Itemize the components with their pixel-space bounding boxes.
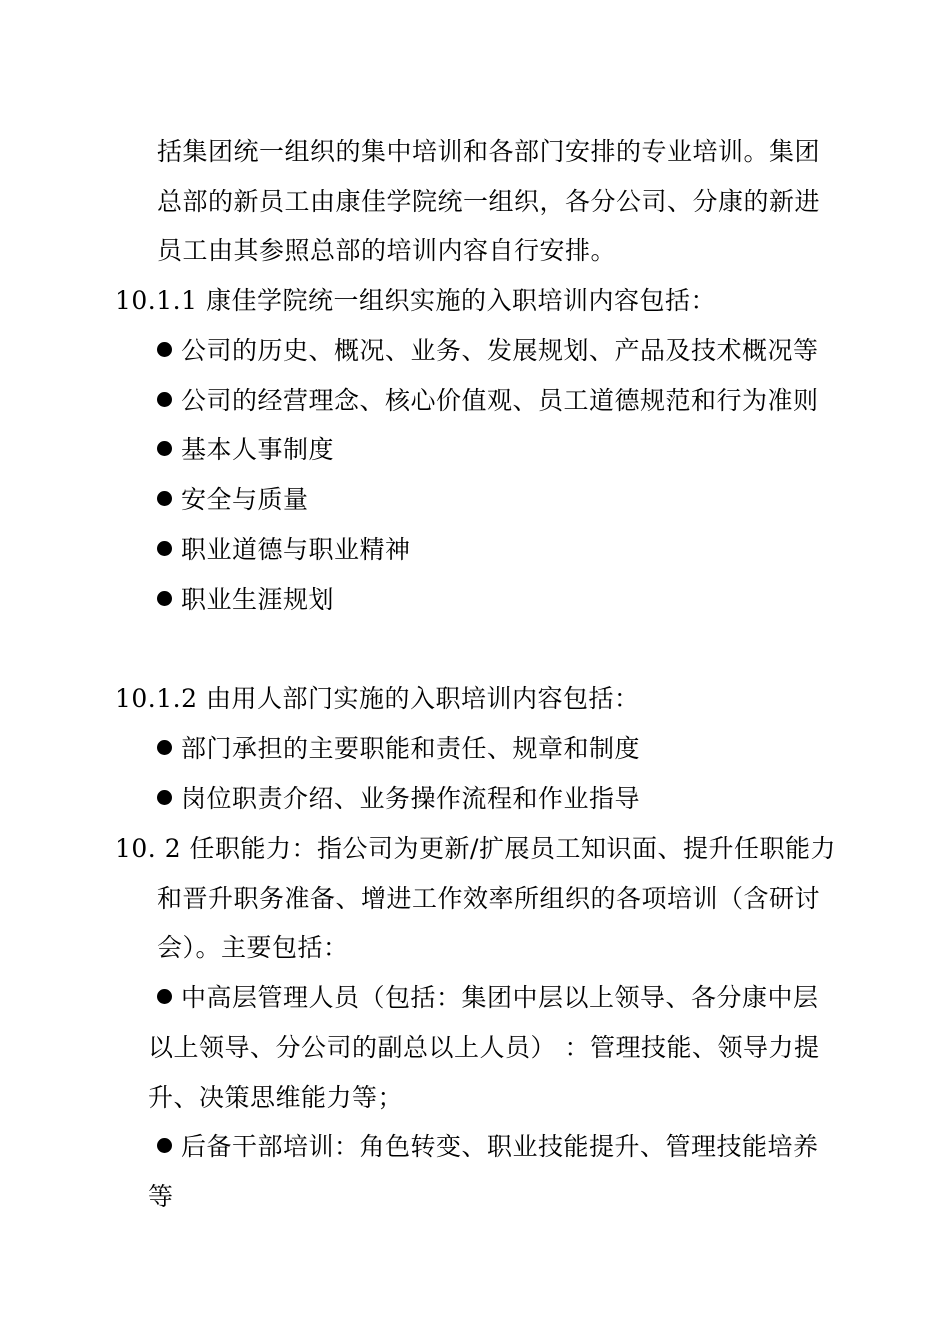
bullet-icon: [157, 491, 172, 506]
list-item: [157, 384, 819, 418]
list-item: [157, 782, 640, 816]
bullet-icon: [157, 441, 172, 456]
bullet-icon: [157, 541, 172, 556]
list-item-text: 公司的历史、概况、业务、发展规划、产品及技术概况等: [181, 336, 819, 365]
list-item-text: 岗位职责介绍、业务操作流程和作业指导: [181, 784, 641, 813]
list-item: [157, 1130, 819, 1164]
bullet-icon: [157, 1138, 172, 1153]
list-item: [157, 981, 819, 1015]
intro-line-1: 括集团统一组织的集中培训和各部门安排的专业培训。集团: [157, 137, 821, 166]
bullet-icon: [157, 989, 172, 1004]
section-10-2-line-3: 会）。主要包括：: [157, 933, 349, 962]
bullet-icon: [157, 342, 172, 357]
bullet-icon: [157, 392, 172, 407]
section-heading-10-2: 10. 2 任职能力：指公司为更新/扩展员工知识面、提升任职能力: [115, 834, 836, 863]
section-10-2-line-2: 和晋升职务准备、增进工作效率所组织的各项培训（含研讨: [157, 884, 821, 913]
list-item-continuation: 等: [148, 1182, 174, 1211]
list-item-continuation: 以上领导、分公司的副总以上人员） ：管理技能、领导力提: [148, 1033, 820, 1062]
section-heading-10-1-2: 10.1.2 由用人部门实施的入职培训内容包括：: [115, 684, 640, 713]
section-heading-10-1-1: 10.1.1 康佳学院统一组织实施的入职培训内容包括：: [115, 286, 716, 315]
list-item-text: 后备干部培训：角色转变、职业技能提升、管理技能培养: [181, 1132, 819, 1161]
list-item: [157, 483, 309, 517]
list-item-text: 安全与质量: [181, 485, 309, 514]
intro-line-2: 总部的新员工由康佳学院统一组织，各分公司、分康的新进: [157, 187, 821, 216]
bullet-icon: [157, 740, 172, 755]
list-item: [157, 583, 334, 617]
list-item-continuation: 升、决策思维能力等；: [148, 1083, 404, 1112]
list-item-text: 中高层管理人员（包括：集团中层以上领导、各分康中层: [181, 983, 819, 1012]
intro-line-3: 员工由其参照总部的培训内容自行安排。: [157, 236, 617, 265]
list-item-text: 部门承担的主要职能和责任、规章和制度: [181, 734, 641, 763]
list-item: [157, 334, 819, 368]
list-item: [157, 533, 411, 567]
list-item: [157, 732, 640, 766]
bullet-icon: [157, 790, 172, 805]
list-item-text: 职业生涯规划: [181, 585, 335, 614]
list-item: [157, 433, 334, 467]
bullet-icon: [157, 591, 172, 606]
list-item-text: 公司的经营理念、核心价值观、员工道德规范和行为准则: [181, 386, 819, 415]
list-item-text: 职业道德与职业精神: [181, 535, 411, 564]
list-item-text: 基本人事制度: [181, 435, 335, 464]
